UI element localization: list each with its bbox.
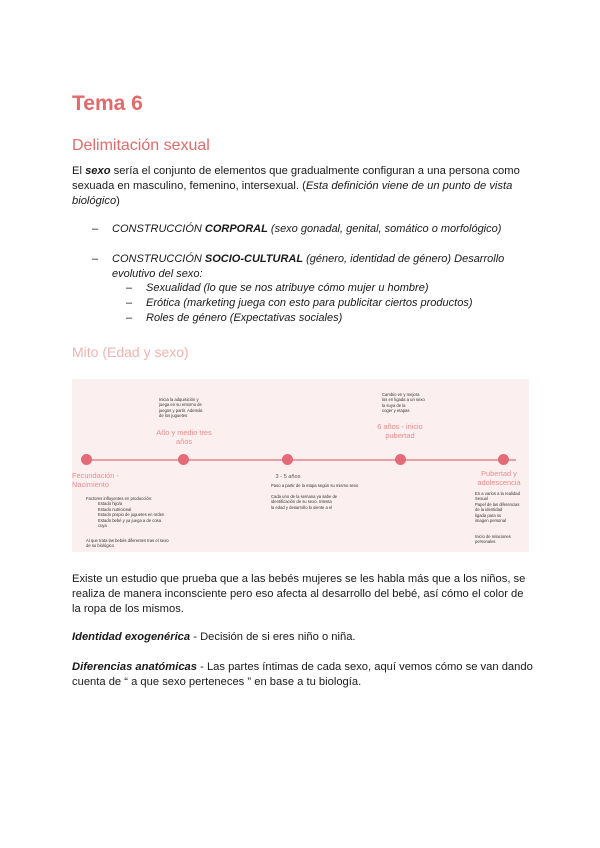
note-line: Estado bebé y ya juega a de cosa	[98, 517, 162, 523]
note-line: la edad y desarrollo lo siente a el	[271, 504, 333, 510]
note-line: personales	[475, 539, 496, 545]
timeline-note	[271, 494, 337, 510]
bullet-post: (género, identidad de género) Desarrollo evolutivo del sexo:	[112, 253, 505, 280]
bullet-bold: SOCIO-CULTURAL	[204, 253, 304, 265]
timeline-dot	[81, 454, 92, 465]
timeline-stage-label: Pubertad y adolescencia	[477, 469, 521, 487]
timeline-note	[86, 496, 164, 528]
intro-text-2: sería el conjunto de elementos que gradualmente configuran a una persona como sexuada en masculino, femenino, intersexual. (	[72, 165, 520, 192]
identity-paragraph	[72, 630, 534, 645]
timeline-note	[382, 392, 425, 414]
note-line: Estado hijo/a	[98, 501, 123, 507]
timeline-stage-label: 3 - 5 años	[275, 474, 301, 480]
note-line: Inicia la adquisición y	[159, 397, 199, 402]
identity-definition: - Decisión de si eres niño o niña.	[190, 631, 356, 643]
bullet-pre: CONSTRUCCIÓN	[112, 253, 205, 265]
note-line: coger y etapas	[382, 408, 410, 414]
timeline-note	[271, 483, 358, 488]
anatomy-term: Diferencias anatómicas	[72, 661, 197, 673]
bullet-text	[112, 252, 522, 282]
anatomy-definition: - Las partes íntimas de cada sexo, aquí vemos cómo se van dando cuenta de “ a que sexo perteneces ” en base a tu biología.	[72, 661, 533, 688]
note-line: imagen personal	[475, 518, 506, 524]
timeline-stage-label: 6 años - inicio pubertad	[377, 422, 423, 440]
study-paragraph: Existe un estudio que prueba que a las bebés mujeres se les habla más que a los niños, se realiza de manera inconsciente pero eso afecta al desarrollo del bebé, así cómo el color de la ropa de los mismos.	[72, 573, 526, 615]
note-line: ligada para su	[475, 512, 502, 518]
timeline-dot	[395, 454, 406, 465]
intro-paragraph	[72, 164, 532, 209]
intro-text-3: )	[116, 195, 120, 207]
timeline-note	[475, 534, 511, 545]
timeline-dot	[498, 454, 509, 465]
sub-bullet-text: Roles de género (Expectativas sociales)	[146, 312, 343, 324]
note-line: Inicio de relaciones	[475, 534, 511, 539]
bullet-post: (sexo gonadal, genital, somático o morfológico)	[267, 223, 502, 235]
timeline-note	[475, 491, 520, 523]
timeline-line	[86, 459, 516, 461]
sub-bullet-dash: –	[126, 312, 133, 324]
timeline-dot	[282, 454, 293, 465]
timeline-figure	[72, 379, 529, 552]
note-line: Al que trata las bebés diferentes tras el sexo	[86, 538, 169, 543]
anatomy-paragraph	[72, 660, 534, 690]
timeline-note	[159, 397, 203, 419]
note-line: juega en su entorno de	[159, 402, 202, 408]
note-line: En a varios a la realidad	[475, 491, 520, 496]
note-line: Estado propio de juguetes en orden	[98, 512, 165, 518]
sub-bullet-text: Sexualidad (lo que se nos atribuye cómo mujer u hombre)	[146, 282, 429, 294]
note-line: Cada uno de la semana ya sabe de	[271, 494, 338, 499]
intro-italic: Esta definición viene de un punto de vista biológico	[72, 180, 513, 207]
note-line: de los juguetes	[159, 413, 188, 419]
section-title: Delimitación sexual	[72, 137, 210, 154]
timeline-stage-label: Fecundación - Nacimiento	[72, 471, 119, 489]
bullet-dash: –	[92, 223, 99, 235]
note-line: de su biológico	[86, 543, 114, 549]
note-line: de la identidad	[475, 507, 503, 513]
identity-term: Identidad exogenérica	[72, 631, 191, 643]
bullet-pre: CONSTRUCCIÓN	[112, 223, 205, 235]
note-line: identificación de su sexo. Intenta	[271, 499, 332, 505]
note-line: juegos y partir. Además	[159, 407, 203, 413]
sub-bullet-dash: –	[126, 282, 133, 294]
note-line: la suya de la	[382, 402, 406, 408]
timeline-note	[86, 538, 169, 549]
sub-bullet-dash: –	[126, 297, 133, 309]
subsection-title: Mito (Edad y sexo)	[72, 344, 189, 360]
bullet-bold: CORPORAL	[204, 223, 268, 235]
note-line: Factores influyentes en producción:	[86, 496, 153, 501]
intro-bold-term: sexo	[85, 165, 111, 177]
note-line: Sexual	[475, 496, 488, 502]
timeline-dot	[178, 454, 189, 465]
note-line: Paso a partir de la etapa según su mismo sexo	[271, 483, 359, 488]
note-line: Estado nutricional	[98, 506, 132, 512]
note-line: Papel de las diferencias	[475, 501, 520, 507]
sub-bullet-text: Erótica (marketing juega con esto para publicitar ciertos productos)	[146, 297, 473, 309]
note-line: Cambio en y mejora	[382, 392, 420, 397]
note-line: los en ligada a un sexo	[382, 397, 425, 403]
page-title: Tema 6	[72, 92, 143, 115]
timeline-stage-label: Año y medio tres años	[156, 428, 212, 446]
intro-text-1: El	[72, 165, 86, 177]
note-line: cuya	[98, 523, 107, 529]
bullet-dash: –	[92, 253, 99, 265]
bullet-text	[112, 222, 522, 237]
